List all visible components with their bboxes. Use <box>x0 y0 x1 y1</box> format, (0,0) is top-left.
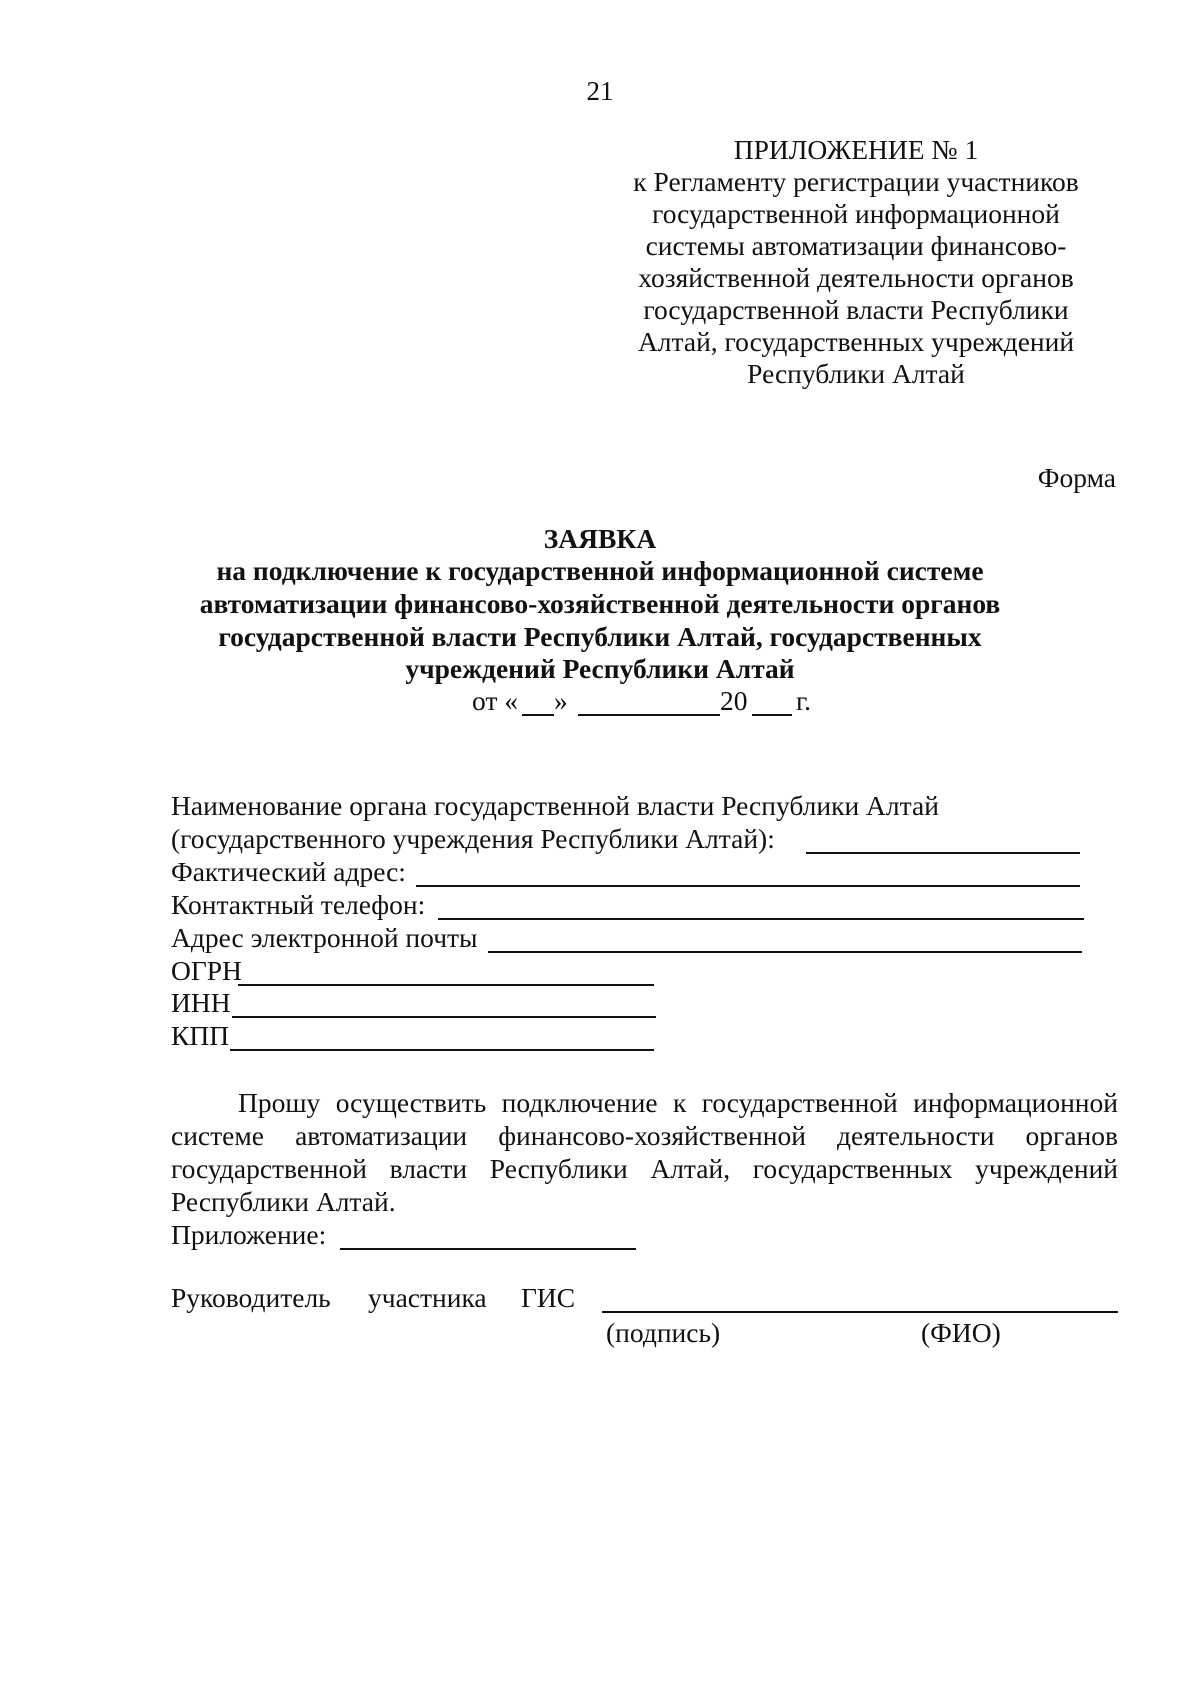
date-month-blank <box>578 714 720 716</box>
date-prefix: от « <box>472 685 519 716</box>
title-line: государственной власти Республики Алтай, государственных <box>218 621 982 652</box>
appendix-line: государственной информационной <box>652 198 1060 229</box>
date-quote-close: » <box>554 685 568 716</box>
org-name-label: Наименование органа государственной власти Республики Алтай <box>171 790 939 821</box>
request-text-last-line: Республики Алтай. <box>171 1186 396 1217</box>
phone-label: Контактный телефон: <box>171 889 426 920</box>
kpp-blank <box>230 1049 654 1051</box>
form-label: Форма <box>1037 462 1116 493</box>
signature-blank <box>602 1311 1118 1313</box>
name-caption: (ФИО) <box>921 1317 1001 1348</box>
attachment-blank <box>340 1248 636 1250</box>
appendix-line: государственной власти Республики <box>643 294 1069 325</box>
email-label: Адрес электронной почты <box>171 922 478 953</box>
date-suffix: г. <box>796 685 812 716</box>
org-name-label-continued: (государственного учреждения Республики Алтай): <box>171 823 775 854</box>
date-year-prefix: 20 <box>720 685 748 716</box>
appendix-line: системы автоматизации финансово- <box>645 230 1067 261</box>
address-blank <box>416 885 1080 887</box>
document-title: ЗАЯВКА <box>543 523 657 554</box>
request-text-line: государственной власти Республики Алтай, государственных учреждений <box>171 1153 1118 1184</box>
title-line: на подключение к государственной информационной системе <box>216 555 984 586</box>
attachment-label: Приложение: <box>171 1219 327 1250</box>
request-text-line: Прошу осуществить подключение к государственной информационной <box>238 1087 1118 1118</box>
appendix-line: хозяйственной деятельности органов <box>638 262 1074 293</box>
email-blank <box>488 951 1082 953</box>
date-year-blank <box>752 714 792 716</box>
kpp-label: КПП <box>171 1020 230 1051</box>
title-line: автоматизации финансово-хозяйственной деятельности органов <box>199 588 1001 619</box>
appendix-line: Алтай, государственных учреждений <box>637 326 1075 357</box>
appendix-line: Республики Алтай <box>747 358 965 389</box>
signature-role-word: ГИС <box>521 1282 576 1313</box>
signature-role-word: Руководитель <box>171 1282 331 1313</box>
inn-label: ИНН <box>171 987 231 1018</box>
org-name-blank <box>806 852 1080 854</box>
ogrn-label: ОГРН <box>171 955 242 986</box>
page-number: 21 <box>586 76 614 106</box>
ogrn-blank <box>238 984 654 986</box>
phone-blank <box>438 918 1084 920</box>
request-text-line: системе автоматизации финансово-хозяйственной деятельности органов <box>171 1120 1118 1151</box>
appendix-line: к Регламенту регистрации участников <box>633 166 1079 197</box>
signature-caption: (подпись) <box>606 1317 721 1348</box>
appendix-heading: ПРИЛОЖЕНИЕ № 1 <box>733 134 979 165</box>
title-line: учреждений Республики Алтай <box>405 653 795 684</box>
date-day-blank <box>522 714 554 716</box>
address-label: Фактический адрес: <box>171 856 406 887</box>
signature-role-word: участника <box>368 1282 487 1313</box>
inn-blank <box>232 1016 656 1018</box>
